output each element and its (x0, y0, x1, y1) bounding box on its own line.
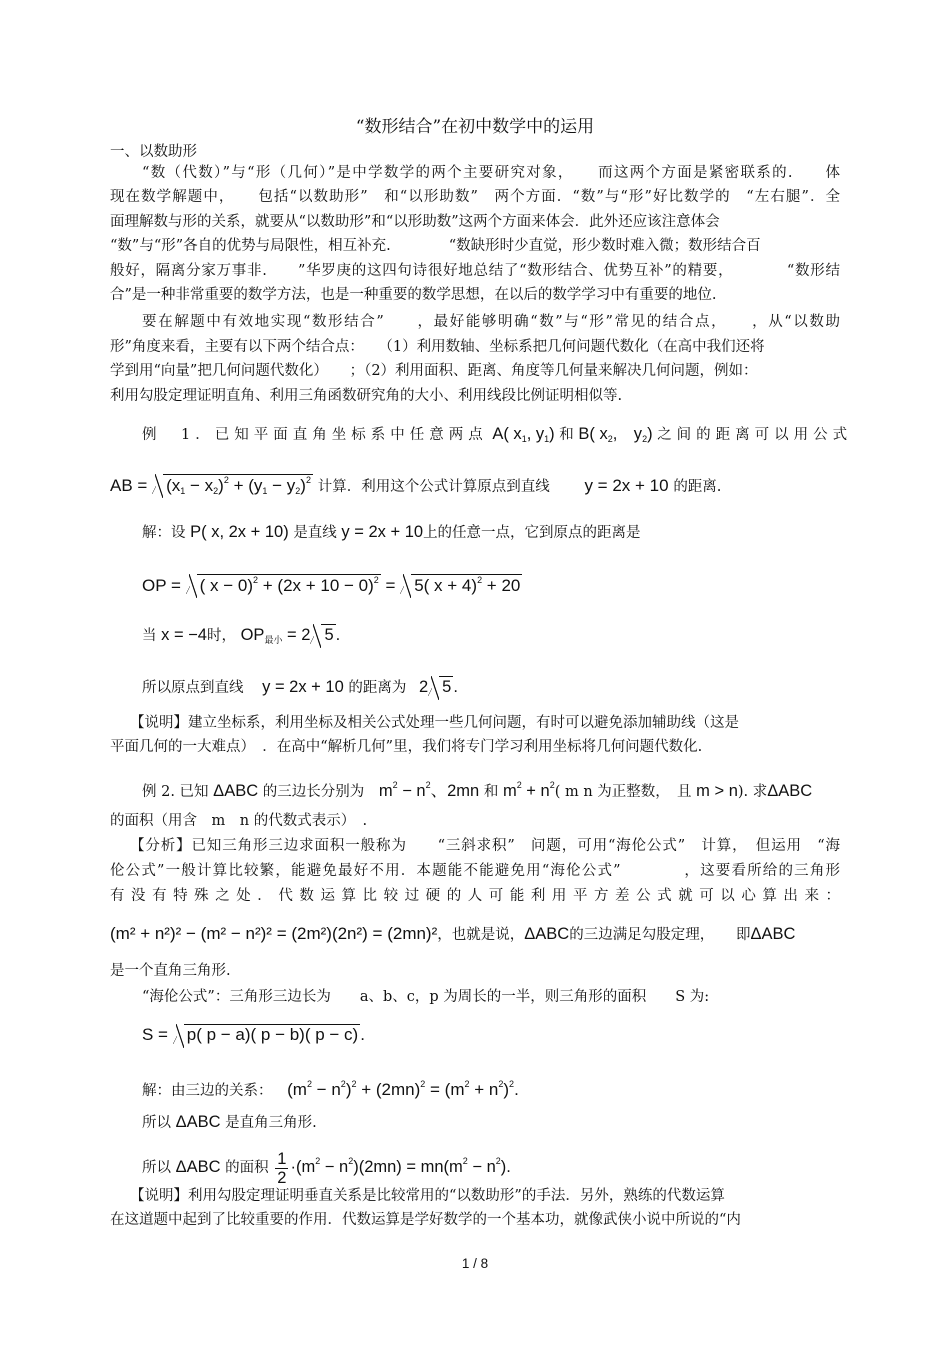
paragraph-line: 合”是一种非常重要的数学方法，也是一种重要的数学思想，在以后的数学学习中有重要的地位. (110, 287, 717, 303)
heron-formula: S = p( p − a)( p − b)( p − c) . (142, 1025, 365, 1044)
distance-formula: AB = $(x_1 - x_2)^2 + (y_1 - y_2)^2$ 计算．利用这个公式计算原点到直线 y = 2x + 10 的距离. (110, 475, 722, 496)
example-2-line: 的面积（用含 m n 的代数式表示） . (110, 813, 368, 829)
fraction-half: $\frac{1}{2}$ (277, 1149, 287, 1187)
right-triangle-line: 是一个直角三角形. (110, 963, 231, 979)
example-1-statement: 例 1．已知平面直角坐标系中任意两点 A( $x_1$, $y_1$) 和 B( $x_2$, $y_2$) 之间的距离可以用公式 (142, 425, 853, 444)
note-2-line: 【说明】利用勾股定理证明垂直关系是比较常用的“以数助形”的手法．另外，熟练的代数运算 (130, 1188, 725, 1204)
paragraph-line: 般好，隔离分家万事非. ”华罗庚的这四句诗很好地总结了“数形结合、优势互补”的精要， “数形结 (110, 263, 840, 279)
section-heading: 一、以数助形 (110, 144, 197, 160)
paragraph-line: 利用勾股定理证明直角、利用三角函数研究角的大小、利用线段比例证明相似等. (110, 388, 623, 404)
line-equation: y = 2x + 10 (584, 476, 669, 495)
paragraph-line: 要在解题中有效地实现“数形结合” ，最好能够明确“数”与“形”常见的结合点， ，从“以数助 (142, 314, 840, 330)
paragraph-line: 现在数学解题中， 包括“以数助形” 和“以形助数” 两个方面．“数”与“形”好比数学的 “左右腿”．全 (110, 189, 840, 205)
identity-line: (m² + n²)² − (m² − n²)² = (2m²)(2n²) = (2mn)²，也就是说，ΔABC的三边满足勾股定理， 即ΔABC (110, 924, 796, 943)
page-number: 1 / 8 (461, 1256, 489, 1271)
op-minimum: 当 x = −4时， $OP_{最小} = 2$ 5 . (142, 626, 341, 646)
analysis-line: 伦公式”一般计算比较繁，能避免最好不用．本题能不能避免用“海伦公式” ，这要看所给的三角形 (110, 863, 840, 879)
example-1-answer: 所以原点到直线 y = 2x + 10 的距离为 2 5 . (142, 678, 458, 696)
page-title: “数形结合”在初中数学中的运用 (355, 117, 595, 137)
analysis-line: 有没有特殊之处．代数运算比较过硬的人可能利用平方差公式就可以心算出来： (110, 888, 840, 904)
point-a: A( $x_1$, $y_1$) (492, 425, 555, 444)
point-b: B( $x_2$, $y_2$) (578, 425, 653, 444)
heron-intro: “海伦公式”：三角形三边长为 a、b、c，p 为周长的一半，则三角形的面积 S 为: (142, 989, 710, 1005)
analysis-line: 【分析】已知三角形三边求面积一般称为 “三斜求积” 问题，可用“海伦公式” 计算， 但运用 “海 (130, 838, 840, 854)
area-line: 所以 ΔABC 的面积 $\frac{1}{2}$ $\cdot(m^2 - n^2)(2mn) = mn(m^2 - n^2)$. (142, 1149, 511, 1187)
note-1-line: 平面几何的一大难点） ．在高中“解析几何”里，我们将专门学习利用坐标将几何问题代数化. (110, 739, 703, 755)
note-2-line: 在这道题中起到了比较重要的作用．代数运算是学好数学的一个基本功，就像武侠小说中所说的“内 (110, 1212, 741, 1228)
paragraph-line: 学到用“向量”把几何问题代数化） ；（2）利用面积、距离、角度等几何量来解决几何问题，例如： (110, 363, 758, 379)
paragraph-line: 形”角度来看，主要有以下两个结合点： （1）利用数轴、坐标系把几何问题代数化（在高中我们还将 (110, 339, 765, 355)
paragraph-line: 面理解数与形的关系，就要从“以数助形”和“以形助数”这两个方面来体会．此外还应该注意体会 (110, 214, 720, 230)
op-distance-formula: OP = ( $x - 0)^2 + (2x + 10 - 0)^2 = 5$( x + 4)$^2$ + 20 (142, 575, 521, 595)
note-1-line: 【说明】建立坐标系，利用坐标及相关公式处理一些几何问题，有时可以避免添加辅助线（这是 (130, 715, 739, 731)
paragraph-line: “数（代数）”与“形（几何）”是中学数学的两个主要研究对象， 而这两个方面是紧密联系的. 体 (142, 165, 840, 181)
solution-1-intro: 解：设 P( x, 2x + 10) 是直线 y = 2x + 10上的任意一点，它到原点的距离是 (142, 523, 641, 541)
right-triangle-conclusion: 所以 ΔABC 是直角三角形. (142, 1113, 317, 1131)
example-2-statement: 例 2. 已知 ΔABC 的三边长分别为 $m^2 - n^2$、2mn 和 $m^2 + n^2$( m n 为正整数， 且 m > n). 求ΔABC (142, 780, 813, 800)
paragraph-line: “数”与“形”各自的优势与局限性，相互补充. “数缺形时少直觉，形少数时难入微；数形结合百 (110, 238, 761, 254)
solution-2-line: 解：由三边的关系： $(m^2 - n^2)^2 + (2mn)^2 = (m^2 + n^2)^2$. (142, 1079, 519, 1099)
